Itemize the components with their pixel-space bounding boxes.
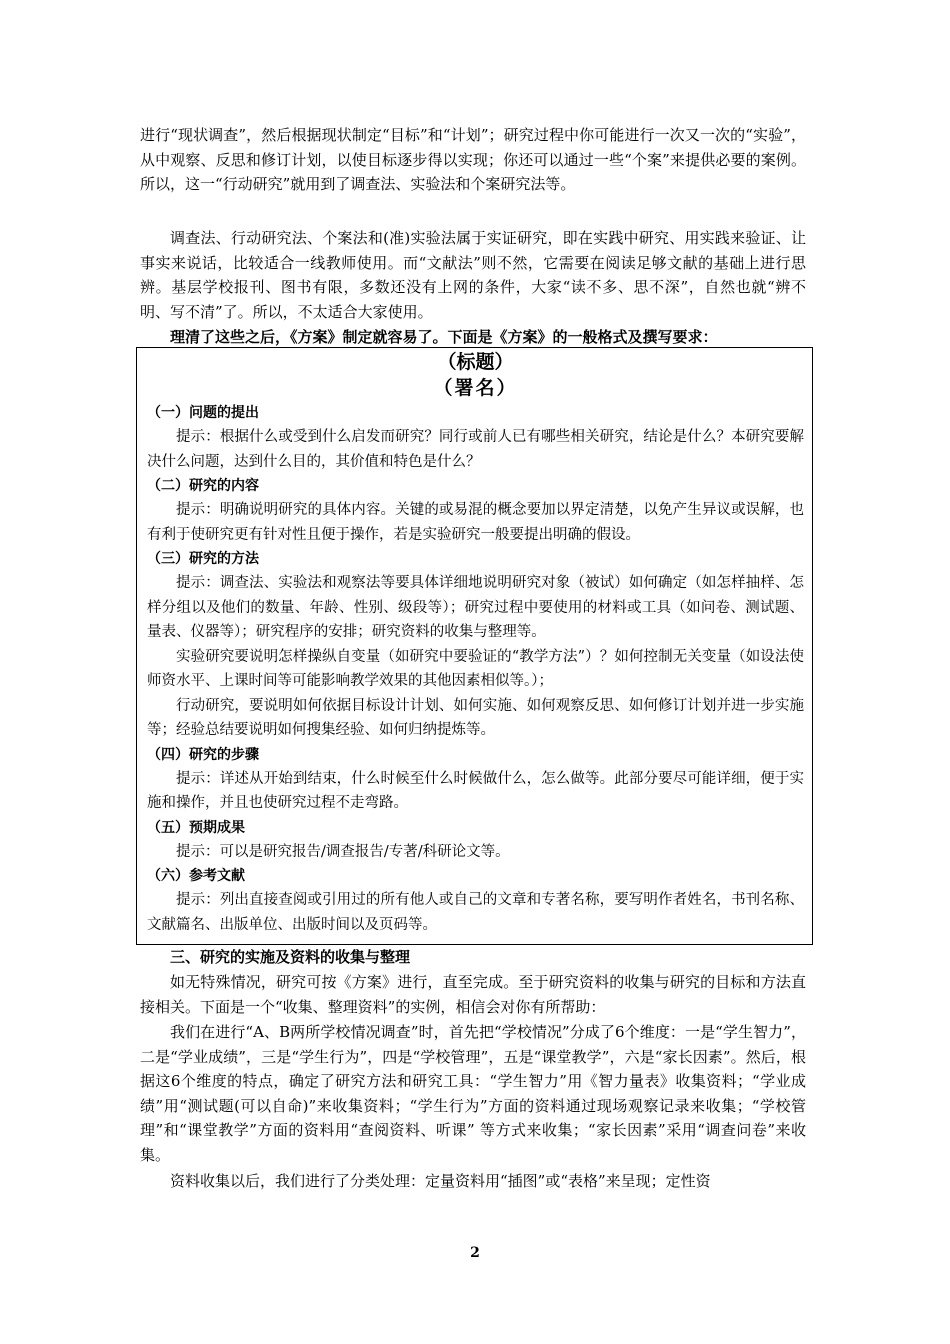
intro-paragraph-2: 调查法、行动研究法、个案法和(准)实验法属于实证研究，即在实践中研究、用实践来验证、让事实来说话，比较适合一线教师使用。而“文献法”则不然，它需要在阅读足够文献的基础上进行思辨。基层学校报刊、图书有限，多数还没有上网的条件，大家“读不多、思不深”，自然也就“辨不明、写不清”了。所以，不太适合大家使用。 [140, 229, 806, 321]
section-hint-5: 提示：可以是研究报告/调查报告/专著/科研论文等。 [176, 843, 510, 860]
section-3-heading: 三、研究的实施及资料的收集与整理 [170, 948, 411, 966]
section-hint-3c: 行动研究，要说明如何依据目标设计计划、如何实施、如何观察反思、如何修订计划并进一步实施等；经验总结要说明如何搜集经验、如何归纳提炼等。 [147, 697, 804, 738]
box-author: （署名） [433, 377, 518, 399]
section-heading-6: （六）参考文献 [147, 868, 245, 884]
section-hint-1: 提示：根据什么或受到什么启发而研究？同行或前人已有哪些相关研究，结论是什么？本研究要解决什么问题，达到什么目的，其价值和特色是什么？ [147, 429, 804, 470]
box-title: （标题） [437, 351, 514, 373]
section-hint-6: 提示：列出直接查阅或引用过的所有他人或自己的文章和专著名称，要写明作者姓名，书刊名称、文献篇名、出版单位、出版时间以及页码等。 [147, 892, 804, 933]
section-heading-4: （四）研究的步骤 [147, 746, 259, 763]
section-hint-3b: 实验研究要说明怎样操纵自变量（如研究中要验证的“教学方法”）？如何控制无关变量（如设法使师资水平、上课时间等可能影响教学效果的其他因素相似等。）； [147, 648, 804, 689]
section-hint-4: 提示：详述从开始到结束，什么时候至什么时候做什么，怎么做等。此部分要尽可能详细，便于实施和操作，并且也使研究过程不走弯路。 [147, 770, 804, 811]
section-heading-5: （五）预期成果 [147, 819, 245, 836]
section-heading-1: （一）问题的提出 [147, 405, 259, 421]
section-3-paragraph-2: 我们在进行“A、B两所学校情况调查”时，首先把“学校情况”分成了6个维度：一是“学生智力”，二是“学业成绩”，三是“学生行为”，四是“学校管理”，五是“课堂教学”，六是“家长因素”。然后，根据这6个维度的特点，确定了研究方法和研究工具：“学生智力”用《智力量表》收集资料；“学业成绩”用“测试题(可以自命)”来收集资料；“学生行为”方面的资料通过现场观察记录来收集；“学校管理”和“课堂教学”方面的资料用“查阅资料、听课” 等方式来收集；“家长因素”采用“调查问卷”来收集。 [140, 1023, 806, 1164]
section-hint-2: 提示：明确说明研究的具体内容。关键的或易混的概念要加以界定清楚，以免产生异议或误解，也有利于使研究更有针对性且便于操作，若是实验研究一般要提出明确的假设。 [147, 502, 804, 543]
section-heading-3: （三）研究的方法 [147, 551, 259, 567]
section-heading-2: （二）研究的内容 [147, 478, 259, 494]
intro-paragraph-1: 进行“现状调查”，然后根据现状制定“目标”和“计划”；研究过程中你可能进行一次又一次的“实验”，从中观察、反思和修订计划，以使目标逐步得以实现；你还可以通过一些“个案”来提供必要的案例。所以，这一“行动研究”就用到了调查法、实验法和个案研究法等。 [140, 126, 806, 193]
section-3-paragraph-1: 如无特殊情况，研究可按《方案》进行，直至完成。至于研究资料的收集与研究的目标和方法直接相关。下面是一个“收集、整理资料”的实例，相信会对你有所帮助： [140, 973, 806, 1016]
section-hint-3a: 提示：调查法、实验法和观察法等要具体详细地说明研究对象（被试）如何确定（如怎样抽样、怎样分组以及他们的数量、年龄、性别、级段等）；研究过程中要使用的材料或工具（如问卷、测试题、量表、仪器等）；研究程序的安排；研究资料的收集与整理等。 [147, 575, 804, 640]
plan-format-box [136, 347, 813, 945]
page-number: 2 [470, 1245, 480, 1261]
section-3-paragraph-3: 资料收集以后，我们进行了分类处理：定量资料用“插图”或“表格”来呈现；定性资 [170, 1172, 711, 1190]
intro-paragraph-3: 理清了这些之后，《方案》制定就容易了。下面是《方案》的一般格式及撰写要求： [170, 328, 718, 346]
